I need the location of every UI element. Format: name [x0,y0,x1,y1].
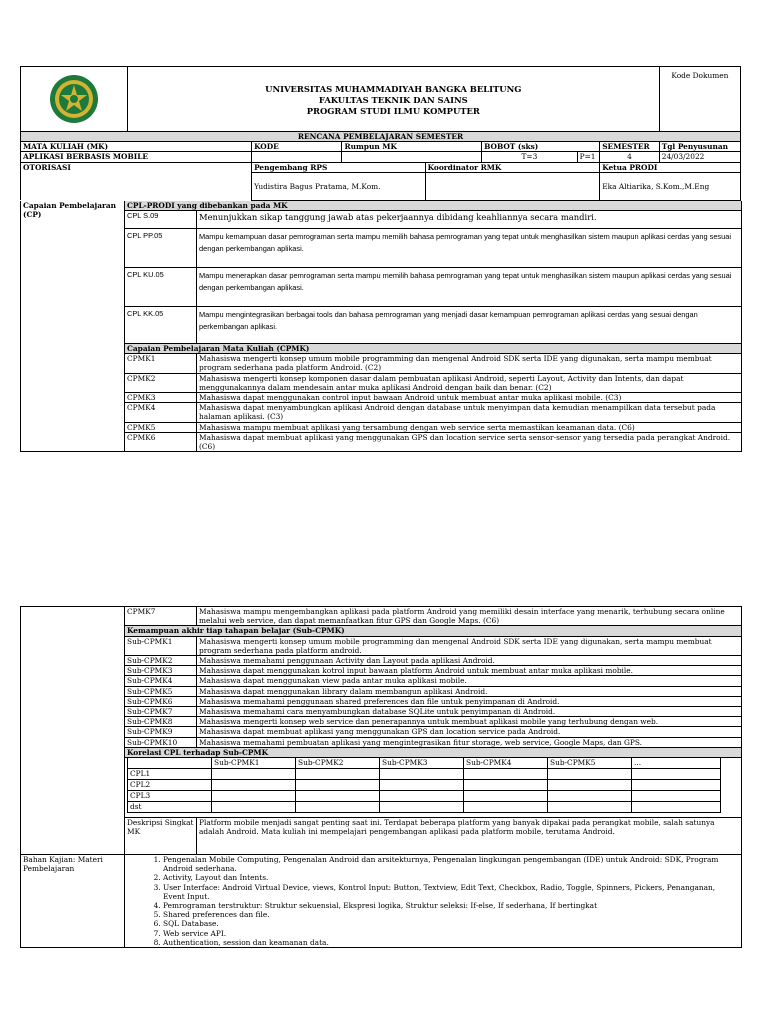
course-name: APLIKASI BERBASIS MOBILE [21,152,252,162]
logo-cell [21,67,128,132]
rps-page-2 [20,606,741,948]
ketua-name: Eka Altiarika, S.Kom.,M.Eng [600,172,741,200]
bahan-item: 4. Pemrograman terstruktur: Struktur sekuensial, Ekspresi logika, Struktur seleksi: If-else, If sederhana, If bertingkat [163,901,739,910]
sub-cpmk-code: Sub-CPMK4 [125,676,197,686]
sub-cpmk-code: Sub-CPMK6 [125,696,197,706]
bahan-item: 5. Shared preferences dan file. [163,910,739,919]
rps-page-1 [20,66,741,452]
ketua-label: Ketua PRODI [600,162,741,172]
sub-cpmk-head: Kemampuan akhir tiap tahapan belajar (Sub-CPMK) [125,626,742,636]
korelasi-row-label: CPL2 [128,780,212,791]
course-semester: 4 [600,152,660,162]
sub-cpmk-code: Sub-CPMK8 [125,717,197,727]
sub-cpmk-code: Sub-CPMK10 [125,737,197,747]
sub-cpmk-text: Mahasiswa dapat menggunakan library dalam membangun aplikasi Android. [197,686,742,696]
sub-cpmk-text: Mahasiswa dapat menggunakan view pada antar muka aplikasi mobile. [197,676,742,686]
mk-label: MATA KULIAH (MK) [21,142,252,152]
sub-cpmk-text: Mahasiswa mengerti konsep web service dan penerapannya untuk membuat aplikasi mobile yang terhubung dengan web. [197,717,742,727]
bahan-list [127,855,739,947]
course-p: P=1 [577,152,600,162]
doc-title: RENCANA PEMBELAJARAN SEMESTER [21,132,741,142]
sub-cpmk-code: Sub-CPMK7 [125,707,197,717]
faculty-name: FAKULTAS TEKNIK DAN SAINS [318,94,468,105]
cpmk-code: CPMK6 [125,432,197,451]
sub-cpmk-text: Mahasiswa memahami penggunaan shared preferences dan file untuk penyimpanan di Android. [197,696,742,706]
capaian-table [20,201,742,452]
cpl-code: CPL KU.05 [125,268,197,307]
institution-title [127,67,659,132]
korelasi-col-head: Sub-CPMK4 [464,758,548,769]
cpmk-head: Capaian Pembelajaran Mata Kuliah (CPMK) [125,344,742,354]
course-date: 24/03/2022 [659,152,740,162]
korelasi-table [127,758,721,813]
korelasi-head: Korelasi CPL terhadap Sub-CPMK [125,747,742,757]
deskripsi-label: Deskripsi Singkat MK [125,818,197,855]
cpmk-text: Mahasiswa mengerti konsep komponen dasar dalam pembuatan aplikasi Android, seperti Layout, Activity dan Intents, dan dapat menggunakannya dalam mendesain antar muka aplikasi Android dengan baik dan benar. (C2) [197,373,742,392]
cpl-text: Mampu kemampuan dasar pemrograman serta mampu memilih bahasa pemrograman yang tepat untuk menghasilkan sistem maupun aplikasi cerdas yang sesuai dengan perkembangan aplikasi. [197,229,742,268]
cpmk-code: CPMK4 [125,403,197,422]
sub-cpmk-code: Sub-CPMK9 [125,727,197,737]
rps-header-table [20,66,741,201]
sub-cpmk-code: Sub-CPMK3 [125,666,197,676]
pengembang-label: Pengembang RPS [252,162,426,172]
cpmk-code: CPMK1 [125,354,197,373]
bobot-label: BOBOT (sks) [482,142,600,152]
cpmk-text: Mahasiswa dapat menggunakan control input bawaan Android untuk membuat antar muka aplikasi mobile. (C3) [197,393,742,403]
cpl-text: Mampu mengintegrasikan berbagai tools dan bahasa pemrograman yang menjadi dasar kemampuan pemrograman aplikasi cerdas yang sesuai dengan perkembangan aplikasi. [197,307,742,344]
cpmk-text: Mahasiswa mengerti konsep umum mobile programming dan mengenal Android SDK serta IDE yang digunakan, serta mampu membuat program sederhana pada platform Android. (C2) [197,354,742,373]
cpl-text: Menunjukkan sikap tanggung jawab atas pekerjaannya dibidang keahliannya secara mandiri. [197,211,742,229]
cpl-text: Mampu menerapkan dasar pemrograman serta mampu memilih bahasa pemrograman yang tepat untuk menghasilkan sistem maupun aplikasi cerdas yang sesuai dengan perkembangan aplikasi. [197,268,742,307]
korelasi-col-head: Sub-CPMK3 [380,758,464,769]
program-name: PROGRAM STUDI ILMU KOMPUTER [306,105,480,116]
rumpun-label: Rumpun MK [342,142,482,152]
university-name: UNIVERSITAS MUHAMMADIYAH BANGKA BELITUNG [265,83,522,94]
sub-cpmk-text: Mahasiswa memahami pembuatan aplikasi yang mengintegrasikan fitur storage, web service, Google Maps, dan GPS. [197,737,742,747]
cpmk-code: CPMK2 [125,373,197,392]
cpmk-code: CPMK5 [125,422,197,432]
bahan-item: 1. Pengenalan Mobile Computing, Pengenalan Android dan arsitekturnya, Pengenalan lingkungan pengembangan (IDE) untuk Android: SDK, Program Android sederhana. [163,855,739,873]
koordinator-label: Koordinator RMK [425,162,600,172]
capaian-label: Capaian Pembelajaran (CP) [21,201,125,452]
cpl-head: CPL-PRODI yang dibebankan pada MK [125,201,742,211]
sub-cpmk-code: Sub-CPMK5 [125,686,197,696]
bahan-item: 3. User Interface: Android Virtual Device, views, Kontrol Input: Button, Textview, Edit Text, Checkbox, Radio, Toggle, Spinners, Pickers, Penanganan, Event Input. [163,883,739,901]
cpmk-code: CPMK7 [125,607,197,626]
sub-cpmk-code: Sub-CPMK2 [125,656,197,666]
course-t: T=3 [482,152,578,162]
cpmk-text: Mahasiswa mampu membuat aplikasi yang tersambung dengan web service serta memastikan keamanan data. (C6) [197,422,742,432]
otorisasi-label: OTORISASI [21,162,252,200]
bahan-list-cell [125,855,742,948]
korelasi-col-head: Sub-CPMK5 [548,758,632,769]
sub-cpmk-text: Mahasiswa dapat menggunakan kotrol input bawaan platform Android untuk membuat antar muka aplikasi mobile. [197,666,742,676]
cpmk-text: Mahasiswa mampu mengembangkan aplikasi pada platform Android yang memiliki desain interface yang menarik, terhubung secara online melalui web service, dan dapat memanfaatkan fitur GPS dan Google Maps. (C6) [197,607,742,626]
cpl-code: CPL PP.05 [125,229,197,268]
cpmk-code: CPMK3 [125,393,197,403]
sub-cpmk-text: Mahasiswa mengerti konsep umum mobile programming dan mengenal Android SDK serta IDE yang digunakan, serta mampu membuat program sederhana pada platform android. [197,636,742,655]
korelasi-col-head: Sub-CPMK1 [212,758,296,769]
sub-cpmk-text: Mahasiswa dapat membuat aplikasi yang menggunakan GPS dan location service pada Android. [197,727,742,737]
sub-cpmk-text: Mahasiswa memahami penggunaan Activity dan Layout pada aplikasi Android. [197,656,742,666]
bahan-item: 6. SQL Database. [163,919,739,928]
tgl-label: Tgl Penyusunan [659,142,740,152]
sub-cpmk-code: Sub-CPMK1 [125,636,197,655]
korelasi-row-label: dst [128,802,212,813]
kode-label: KODE [252,142,342,152]
korelasi-cell [125,758,742,818]
cpl-code: CPL S.09 [125,211,197,229]
pengembang-name: Yudistira Bagus Pratama, M.Kom. [252,172,426,200]
doc-code: Kode Dokumen [659,67,740,132]
bahan-item: 8. Authentication, session dan keamanan data. [163,938,739,947]
university-logo-icon [48,73,100,125]
semester-label: SEMESTER [600,142,660,152]
korelasi-row-label: CPL3 [128,791,212,802]
bahan-item: 7. Web service API. [163,929,739,938]
cpmk-text: Mahasiswa dapat membuat aplikasi yang menggunakan GPS dan location service serta sensor-sensor yang tersedia pada perangkat Android. (C6) [197,432,742,451]
cpl-code: CPL KK.05 [125,307,197,344]
korelasi-col-head: ... [632,758,721,769]
sub-cpmk-text: Mahasiswa memahami cara menyambungkan database SQLite untuk penyimpanan di Android. [197,707,742,717]
korelasi-col-head: Sub-CPMK2 [296,758,380,769]
korelasi-row-label: CPL1 [128,769,212,780]
deskripsi-text: Platform mobile menjadi sangat penting saat ini. Terdapat beberapa platform yang banyak dipakai pada perangkat mobile, salah satunya adalah Android. Mata kuliah ini mempelajari pengembangan aplikasi pada platform mobile, terutama Android. [197,818,742,855]
bahan-label: Bahan Kajian: Materi Pembelajaran [21,855,125,948]
sub-cpmk-table [20,606,742,948]
cpmk-text: Mahasiswa dapat menyambungkan aplikasi Android dengan database untuk menyimpan data kemudian menampilkan data tersebut pada halaman aplikasi. (C3) [197,403,742,422]
bahan-item: 2. Activity, Layout dan Intents. [163,873,739,882]
